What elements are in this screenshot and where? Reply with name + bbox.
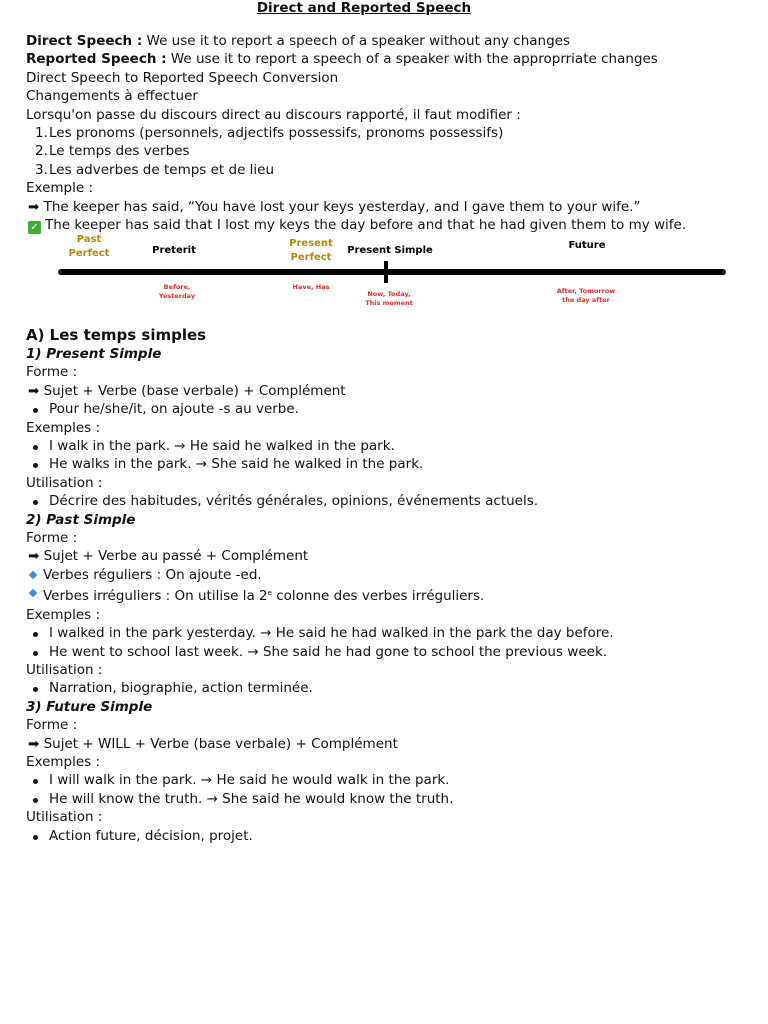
past-irregular-sup: e: [267, 589, 272, 598]
direct-speech-definition: [26, 32, 742, 50]
page-title: Direct and Reported Speech: [256, 0, 472, 16]
timeline-label-present-perfect: [285, 237, 337, 265]
list-item: [26, 161, 742, 179]
timeline-note-line: Now, Today,: [367, 290, 411, 298]
past-irregular-post: colonne des verbes irréguliers.: [271, 588, 485, 605]
timeline-note-now: [361, 290, 417, 308]
timeline-label-line: Present: [289, 238, 333, 249]
timeline-note-after: [552, 287, 620, 305]
timeline-note-have-has: Have, Has: [292, 283, 330, 291]
list-item: [26, 124, 742, 142]
forme-label: Forme :: [26, 364, 78, 381]
timeline-note-line: Before,: [163, 283, 191, 291]
examples-label: Exemples :: [26, 419, 101, 436]
past-usage: Narration, biographie, action terminée.: [26, 679, 742, 697]
timeline-label-past-perfect: [66, 233, 112, 261]
reported-speech-definition: [26, 50, 742, 68]
present-example-2: He walks in the park. → She said he walked in the park.: [26, 455, 742, 473]
tense-timeline: [0, 230, 768, 310]
direct-speech-label: Direct Speech :: [26, 33, 143, 49]
document-body: [26, 32, 742, 234]
timeline-label-future: Future: [568, 240, 606, 251]
future-usage: Action future, décision, projet.: [26, 827, 742, 845]
present-example-1: I walk in the park. → He said he walked in the park.: [26, 437, 742, 455]
list-number: 1.: [35, 125, 48, 142]
diamond-bullet-icon: [29, 589, 37, 597]
list-item-text: Les pronoms (personnels, adjectifs possessifs, pronoms possessifs): [49, 125, 504, 142]
examples-label: Exemples :: [26, 753, 101, 770]
timeline-label-line: Perfect: [68, 248, 110, 259]
timeline-axis: [58, 269, 726, 275]
list-number: 2.: [35, 143, 48, 160]
forme-label: Forme :: [26, 717, 78, 734]
timeline-label-line: Perfect: [290, 252, 332, 263]
present-simple-title: 1) Present Simple: [26, 346, 162, 362]
past-irregular-rule: [26, 584, 742, 605]
present-formula: ➡ Sujet + Verbe (base verbale) + Complément: [28, 382, 346, 399]
modify-intro: Lorsqu'on passe du discours direct au discours rapporté, il faut modifier :: [26, 106, 521, 123]
examples-label: Exemples :: [26, 606, 101, 623]
timeline-label-line: Past: [76, 234, 102, 245]
check-icon: ✓: [28, 221, 41, 234]
past-example-1: I walked in the park yesterday. → He said he had walked in the park the day before.: [26, 624, 742, 642]
direct-speech-text: We use it to report a speech of a speaker without any changes: [142, 33, 570, 49]
past-formula: ➡ Sujet + Verbe au passé + Complément: [28, 548, 309, 565]
example-label: Exemple :: [26, 180, 94, 197]
past-simple-title: 2) Past Simple: [26, 511, 136, 528]
timeline-label-present-simple: Present Simple: [347, 245, 433, 256]
usage-label: Utilisation :: [26, 809, 103, 826]
present-usage: Décrire des habitudes, vérités générales, opinions, événements actuels.: [26, 492, 742, 510]
changes-heading: Changements à effectuer: [26, 88, 198, 105]
past-regular-text: Verbes réguliers : On ajoute -ed.: [43, 566, 262, 583]
future-simple-title: 3) Future Simple: [26, 698, 153, 715]
list-number: 3.: [35, 161, 48, 178]
timeline-note-line: This moment: [365, 299, 413, 307]
example-direct: ➡ The keeper has said, “You have lost your keys yesterday, and I gave them to your wife.”: [28, 198, 641, 215]
past-regular-rule: [26, 566, 742, 584]
timeline-note-line: Yesterday: [158, 292, 196, 300]
forme-label: Forme :: [26, 530, 78, 547]
conversion-heading: Direct Speech to Reported Speech Conversion: [26, 69, 339, 86]
future-example-2: He will know the truth. → She said he would know the truth.: [26, 790, 742, 808]
timeline-note-before: [152, 283, 202, 301]
diamond-bullet-icon: [29, 571, 37, 579]
example-reported-text: The keeper has said that I lost my keys the day before and that he had given them to my wife.: [45, 217, 687, 234]
section-heading: A) Les temps simples: [26, 326, 207, 344]
future-example-1: I will walk in the park. → He said he would walk in the park.: [26, 771, 742, 789]
reported-speech-text: We use it to report a speech of a speaker with the approprriate changes: [166, 51, 658, 68]
future-formula: ➡ Sujet + WILL + Verbe (base verbale) + Complément: [28, 735, 398, 752]
list-item-text: Le temps des verbes: [49, 143, 190, 160]
list-item: [26, 142, 742, 160]
usage-label: Utilisation :: [26, 661, 103, 678]
list-item-text: Les adverbes de temps et de lieu: [49, 161, 275, 178]
usage-label: Utilisation :: [26, 474, 103, 491]
section-simple-tenses: [26, 325, 742, 845]
past-irregular-pre: Verbes irréguliers : On utilise la 2: [43, 588, 268, 605]
timeline-label-preterit: Preterit: [152, 245, 196, 256]
timeline-now-marker: [384, 261, 388, 283]
reported-speech-label: Reported Speech :: [26, 51, 167, 68]
past-example-2: He went to school last week. → She said he had gone to school the previous week.: [26, 643, 742, 661]
timeline-note-line: the day after: [562, 296, 610, 304]
timeline-note-line: After, Tomorrow: [556, 287, 616, 295]
present-rule: Pour he/she/it, on ajoute -s au verbe.: [26, 400, 742, 418]
